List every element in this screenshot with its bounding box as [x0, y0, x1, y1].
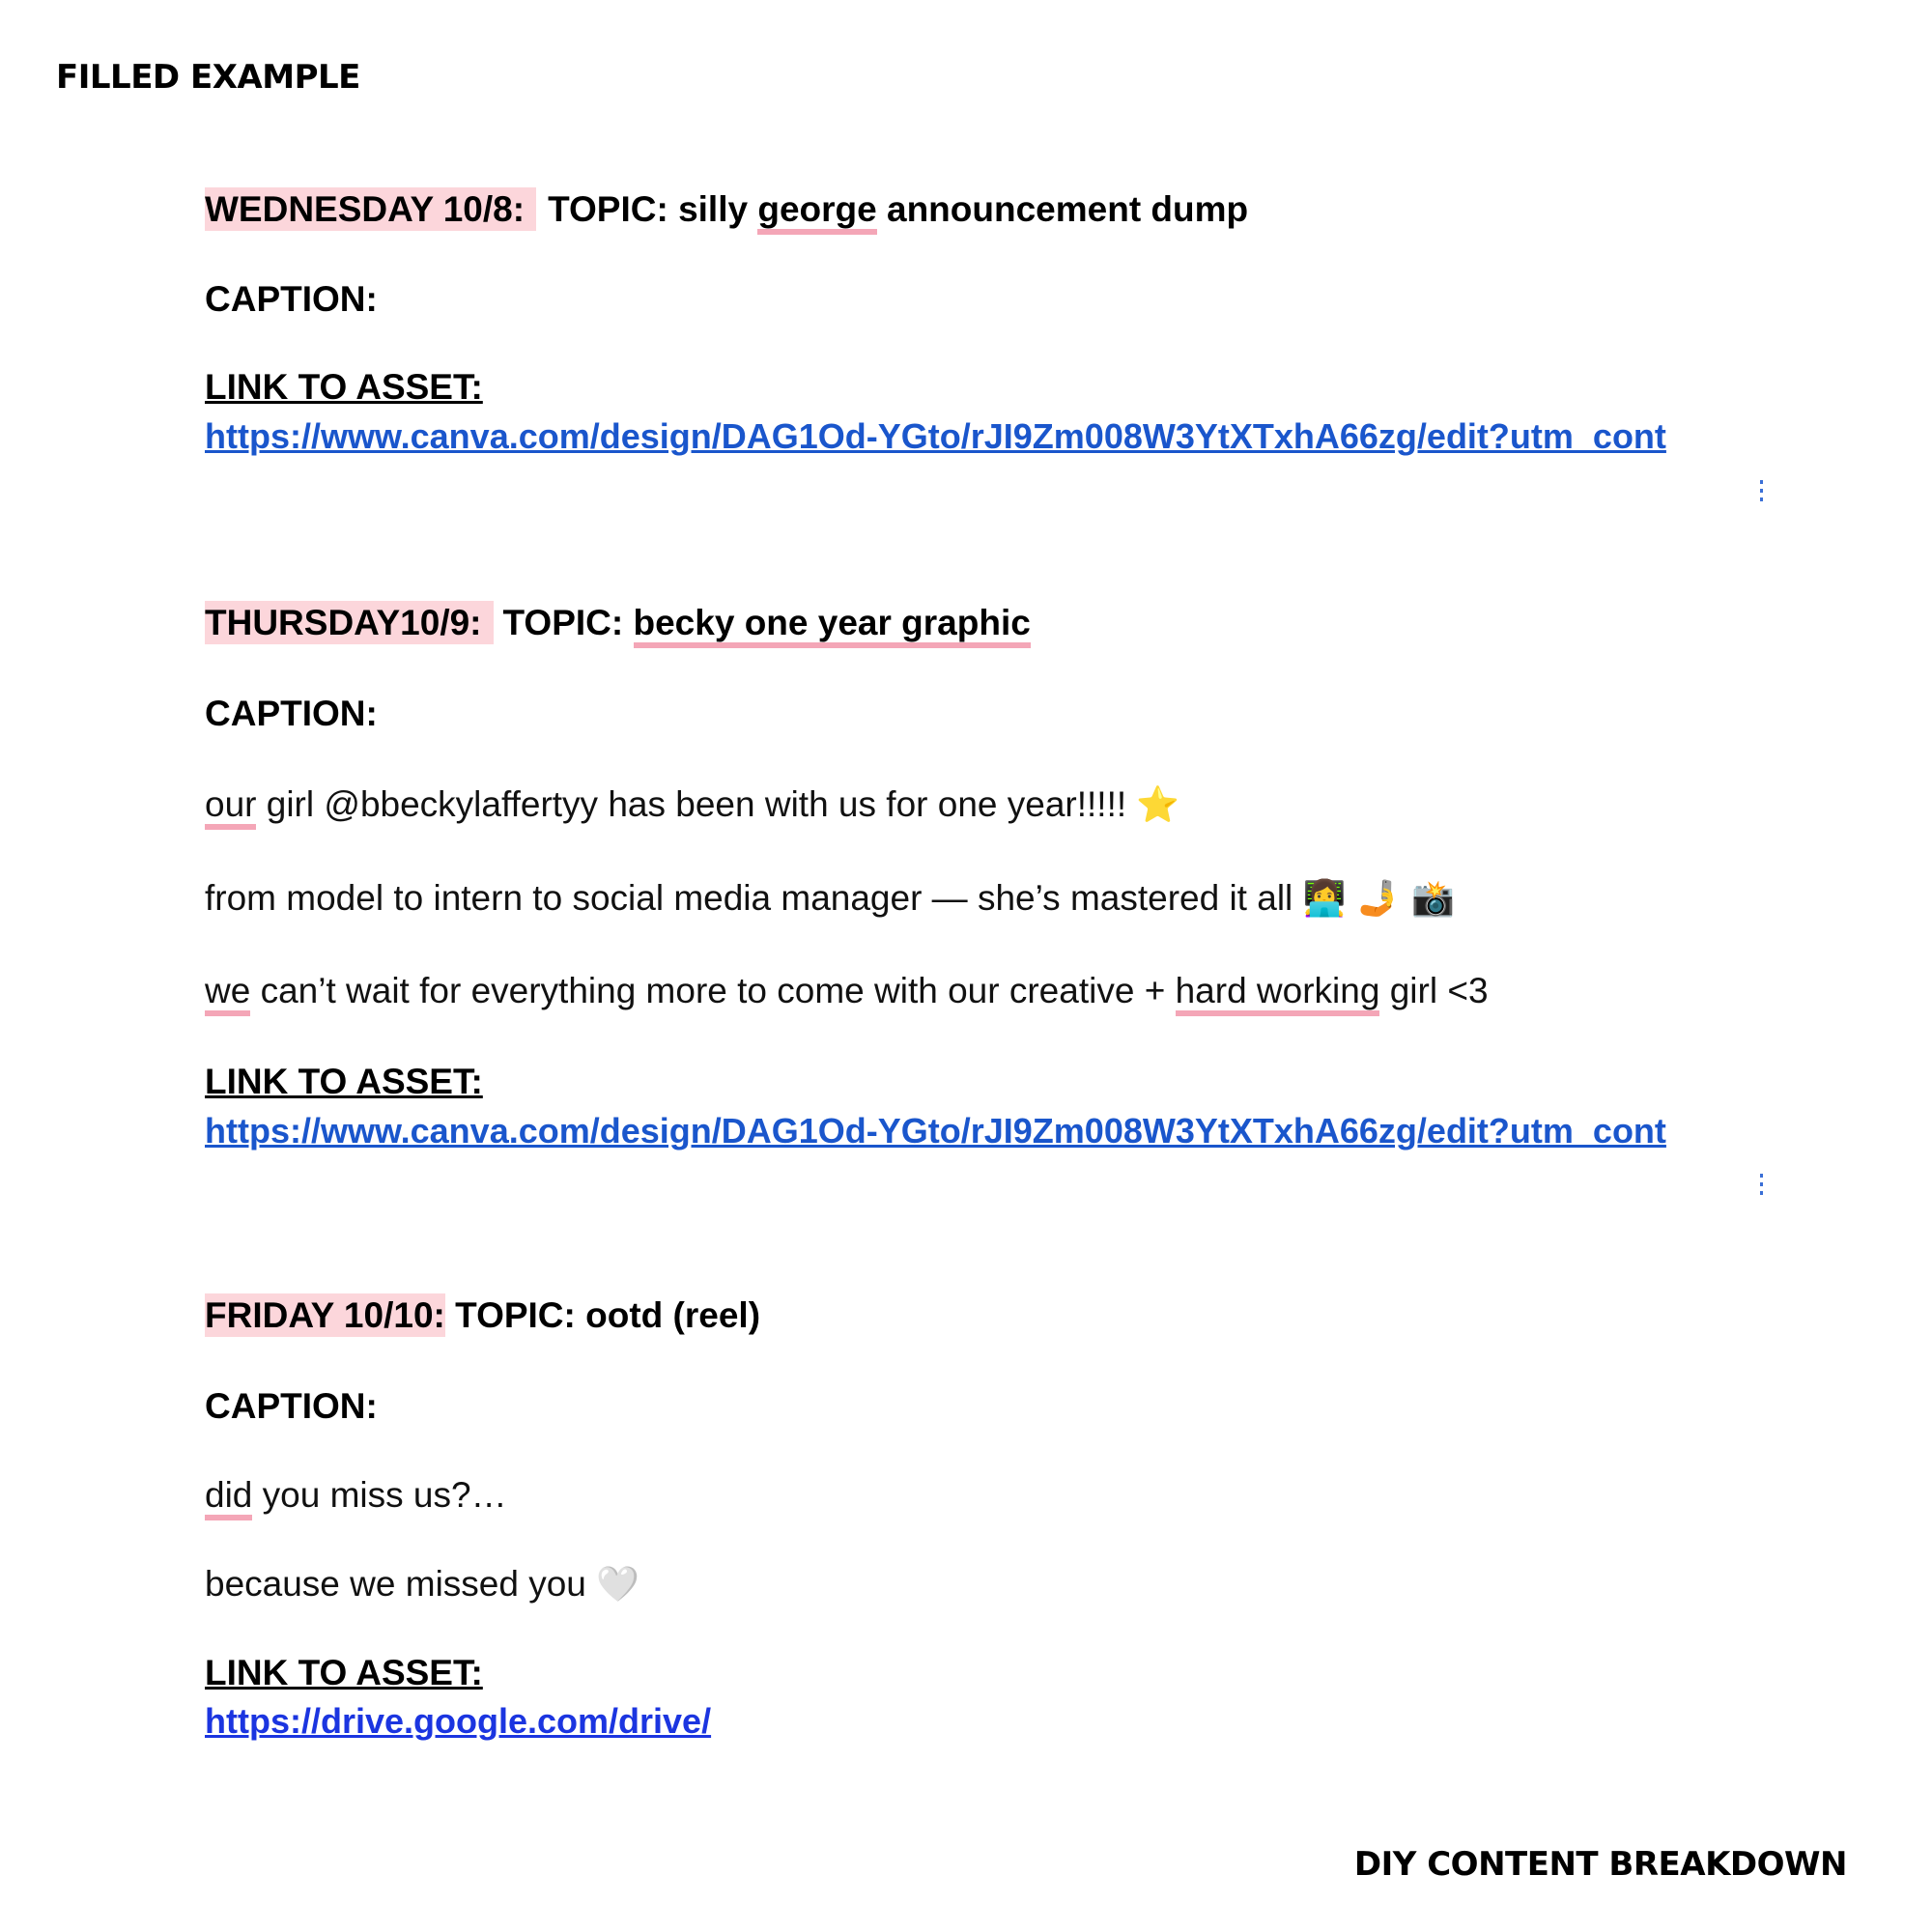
white-heart-icon: 🤍 [596, 1565, 639, 1605]
caption-label: CAPTION: [205, 1386, 378, 1426]
flagged-word: we [205, 971, 250, 1016]
caption-line-2 [205, 879, 1455, 919]
flagged-words: hard working [1176, 971, 1380, 1016]
topic-flagged-word: george [757, 189, 876, 235]
flagged-word: did [205, 1475, 252, 1520]
asset-link[interactable]: https://www.canva.com/design/DAG1Od-YGto/rJI9Zm008W3YtXTxhA66zg/edit?utm_cont [205, 417, 1666, 456]
caption-text-end: girl <3 [1379, 971, 1489, 1010]
caption-line-3 [205, 972, 1489, 1010]
day-label: WEDNESDAY 10/8: [205, 187, 536, 231]
entry-heading [205, 604, 1031, 642]
caption-text: from model to intern to social media manager — she’s mastered it all [205, 878, 1303, 918]
caption-text: can’t wait for everything more to come with our creative + [250, 971, 1176, 1010]
document-content [205, 0, 1770, 1932]
caption-text: girl @bbeckylaffertyy has been with us for one year!!!!! [256, 784, 1137, 824]
entry-heading [205, 1296, 760, 1335]
overflow-dots [1760, 1174, 1763, 1197]
technologist-selfie-camera-icons: 👩‍💻 🤳 📸 [1302, 879, 1455, 919]
day-label: FRIDAY 10/10: [205, 1295, 445, 1335]
asset-link[interactable]: https://drive.google.com/drive/ [205, 1702, 712, 1741]
caption-label: CAPTION: [205, 279, 378, 319]
link-label: LINK TO ASSET: [205, 367, 483, 407]
caption-line-1 [205, 1476, 507, 1515]
topic-flagged-words: becky one year graphic [634, 603, 1031, 648]
star-icon: ⭐ [1136, 785, 1180, 825]
entry-heading [205, 190, 1248, 229]
caption-text: because we missed you [205, 1564, 597, 1604]
caption-line-1 [205, 785, 1179, 825]
flagged-word: our [205, 784, 256, 830]
topic-prefix: TOPIC: silly [548, 189, 758, 229]
caption-line-2 [205, 1565, 639, 1605]
asset-link[interactable]: https://www.canva.com/design/DAG1Od-YGto/rJI9Zm008W3YtXTxhA66zg/edit?utm_cont [205, 1112, 1666, 1151]
filled-example-label: FILLED EXAMPLE [56, 58, 360, 97]
day-label: THURSDAY10/9: [205, 601, 494, 644]
link-label: LINK TO ASSET: [205, 1062, 483, 1101]
topic-prefix: TOPIC: [502, 603, 634, 642]
diy-content-breakdown-label: DIY CONTENT BREAKDOWN [1353, 1845, 1847, 1884]
caption-label: CAPTION: [205, 694, 378, 733]
overflow-dots [1760, 480, 1763, 503]
link-label: LINK TO ASSET: [205, 1653, 483, 1692]
topic-text: TOPIC: ootd (reel) [444, 1295, 761, 1335]
caption-text: you miss us?… [252, 1475, 507, 1515]
topic-suffix: announcement dump [876, 189, 1249, 229]
